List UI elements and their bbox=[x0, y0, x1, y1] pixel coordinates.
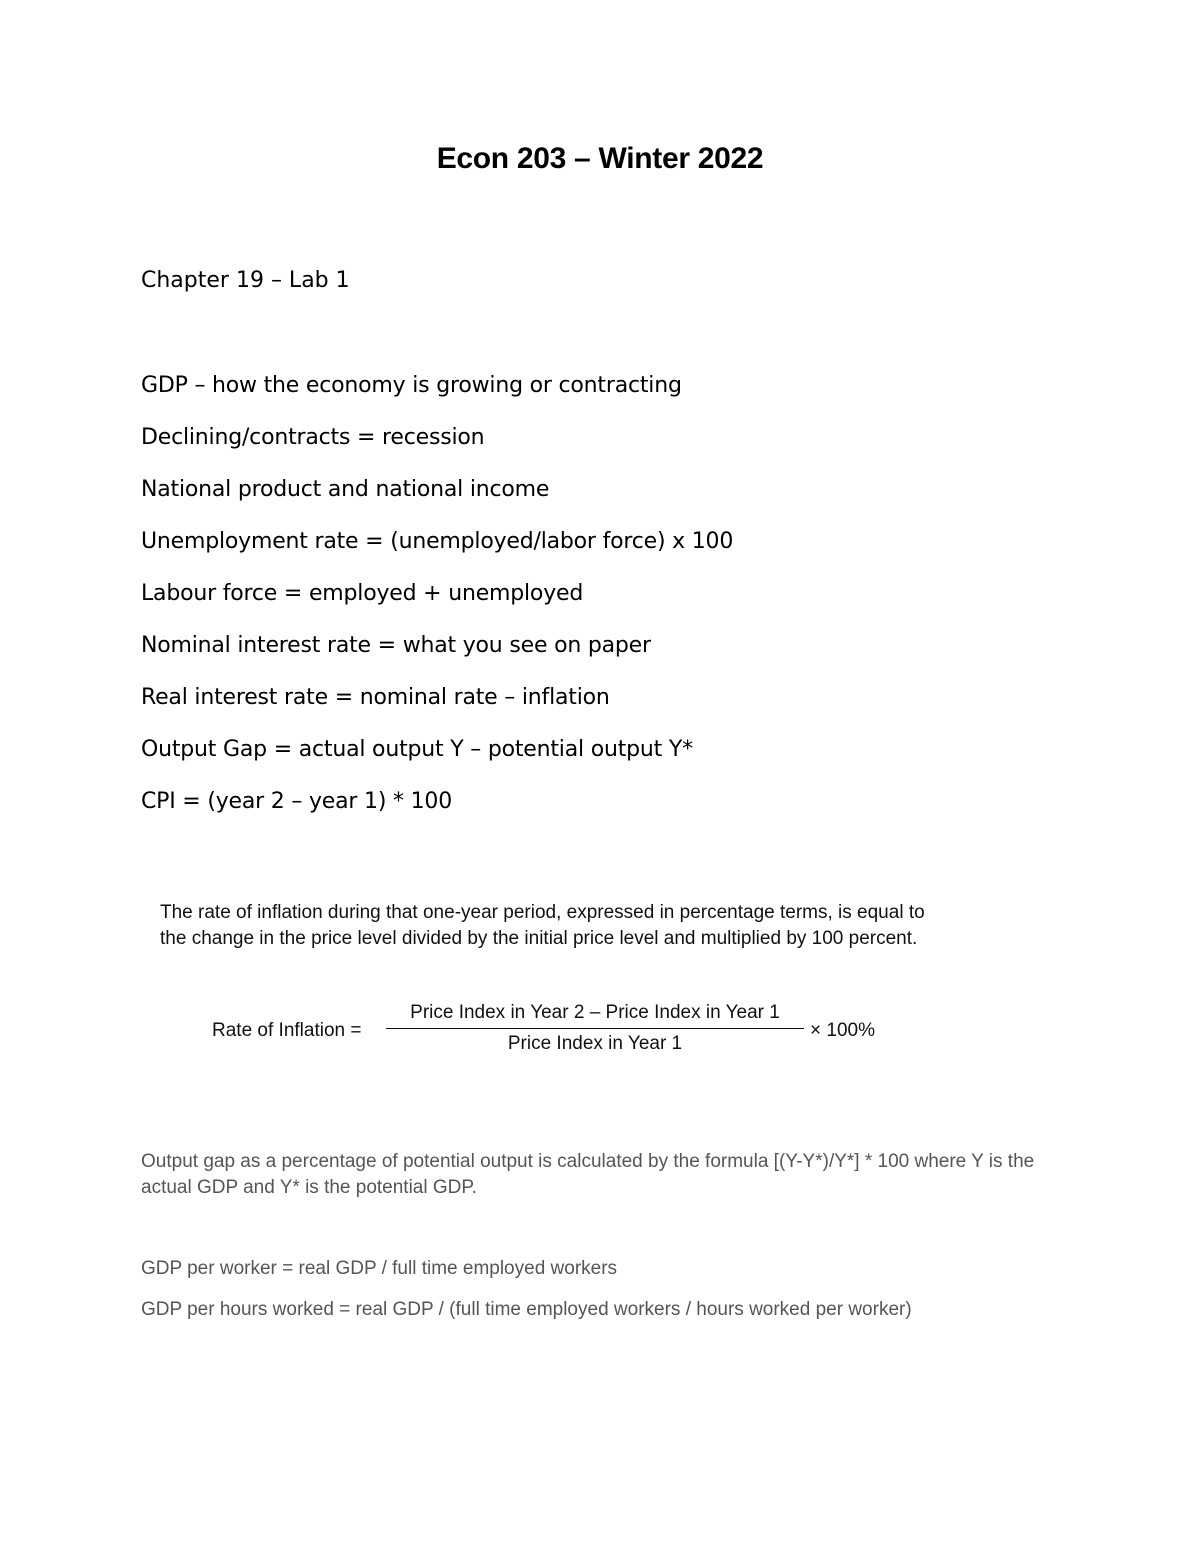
notes-list bbox=[141, 370, 733, 838]
formula-numerator: Price Index in Year 2 – Price Index in Year 1 bbox=[410, 1002, 780, 1023]
chapter-heading: Chapter 19 – Lab 1 bbox=[141, 268, 350, 293]
gdp-per-worker: GDP per worker = real GDP / full time employed workers bbox=[141, 1258, 618, 1279]
note-labour-force: Labour force = employed + unemployed bbox=[141, 581, 584, 606]
gdp-per-hours-worked: GDP per hours worked = real GDP / (full time employed workers / hours worked per worker) bbox=[141, 1299, 912, 1320]
page-title: Econ 203 – Winter 2022 bbox=[436, 142, 764, 175]
output-gap-paragraph: Output gap as a percentage of potential output is calculated by the formula [(Y-Y*)/Y*] * 100 where Y is the actual GDP and Y* is the potential GDP. bbox=[141, 1151, 1035, 1198]
formula-lhs: Rate of Inflation = bbox=[212, 1020, 362, 1041]
note-output-gap: Output Gap = actual output Y – potential output Y* bbox=[141, 737, 693, 762]
inflation-excerpt-text: The rate of inflation during that one-year period, expressed in percentage terms, is equal to the change in the price level divided by the initial price level and multiplied by 100 percent. bbox=[160, 902, 925, 949]
formula-fraction bbox=[386, 1000, 804, 1059]
note-unemployment-rate: Unemployment rate = (unemployed/labor force) x 100 bbox=[141, 529, 734, 554]
formula-denominator: Price Index in Year 1 bbox=[507, 1033, 683, 1054]
note-nominal-interest: Nominal interest rate = what you see on paper bbox=[141, 633, 651, 658]
formula-rhs: × 100% bbox=[810, 1020, 875, 1041]
note-gdp: GDP – how the economy is growing or contracting bbox=[141, 373, 682, 398]
note-recession: Declining/contracts = recession bbox=[141, 425, 485, 450]
note-cpi: CPI = (year 2 – year 1) * 100 bbox=[141, 789, 453, 814]
note-national-product: National product and national income bbox=[141, 477, 550, 502]
note-real-interest: Real interest rate = nominal rate – inflation bbox=[141, 685, 610, 710]
